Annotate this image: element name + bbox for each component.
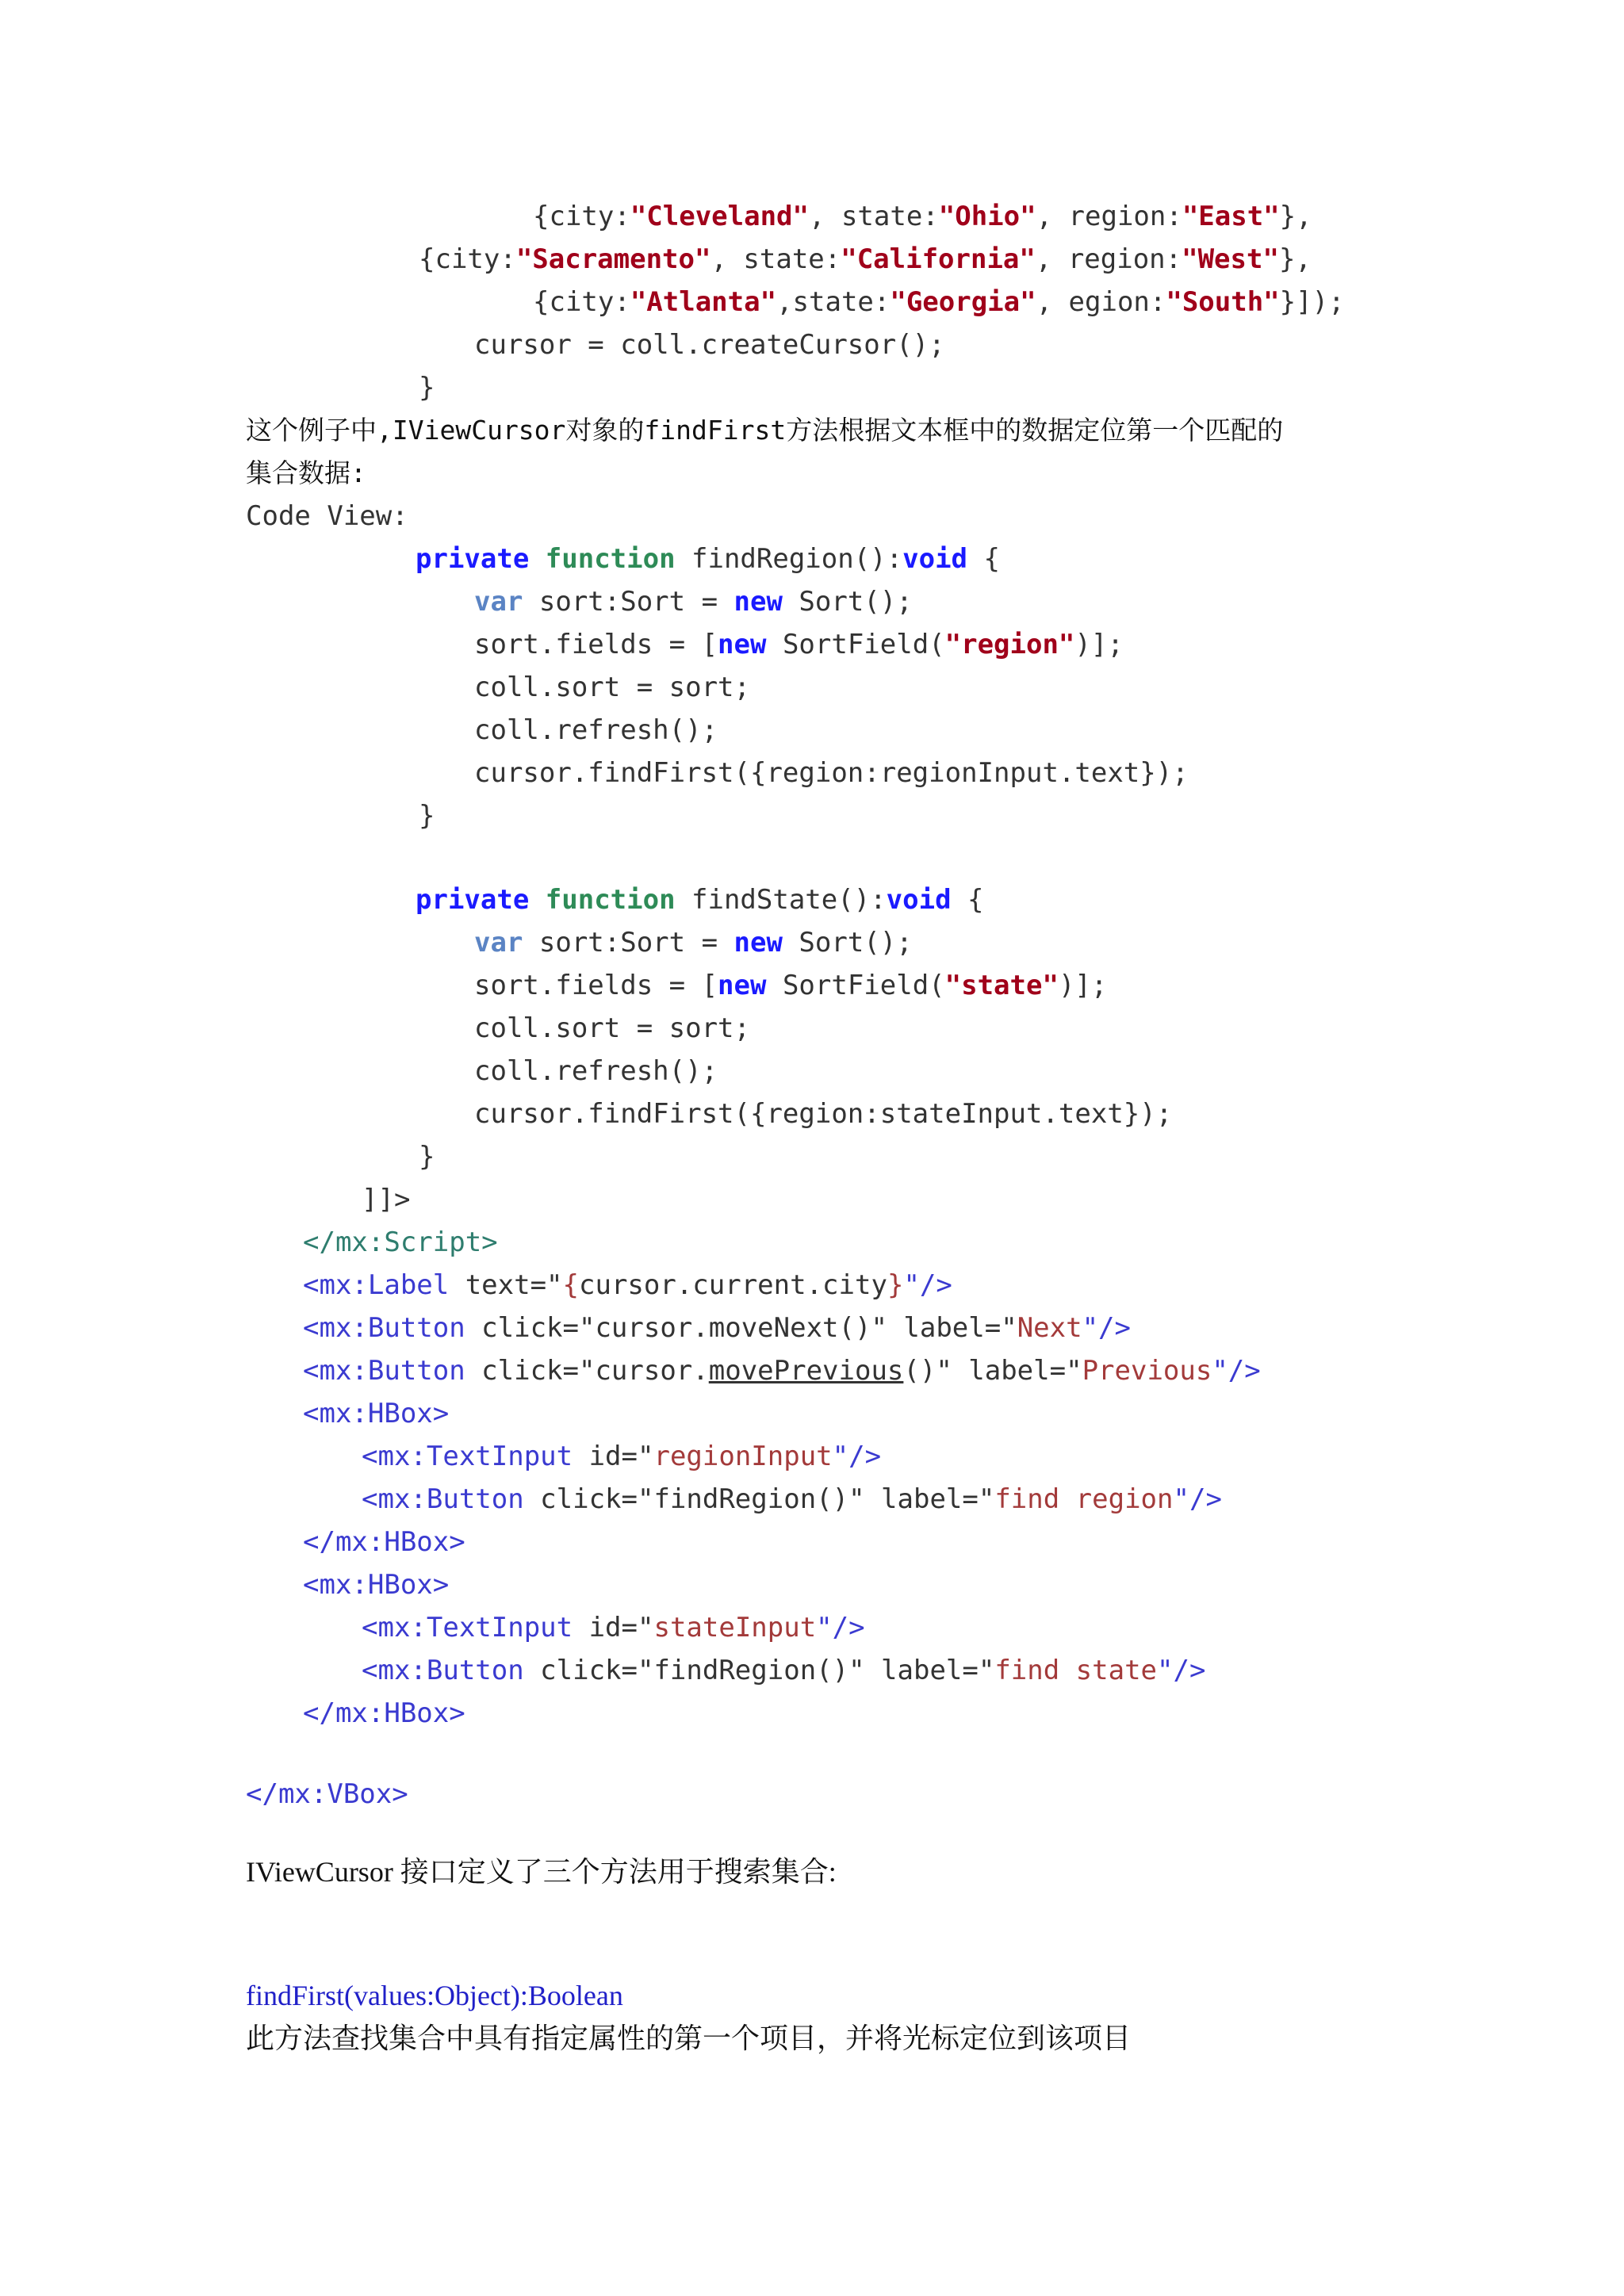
find-state-signature: private function findState():void { bbox=[416, 884, 984, 916]
script-close-tag: </mx:Script> bbox=[303, 1226, 498, 1258]
hbox-close-2: </mx:HBox> bbox=[303, 1697, 465, 1729]
find-region-coll-refresh: coll.refresh(); bbox=[474, 714, 718, 746]
find-state-find-first: cursor.findFirst({region:stateInput.text}); bbox=[474, 1098, 1173, 1130]
find-first-signature: findFirst(values:Object):Boolean bbox=[246, 1980, 623, 2011]
hbox-open-2: <mx:HBox> bbox=[303, 1569, 450, 1601]
vbox-close-tag: </mx:VBox> bbox=[246, 1778, 408, 1810]
hbox-close-1: </mx:HBox> bbox=[303, 1526, 465, 1558]
methods-intro-text: IViewCursor 接口定义了三个方法用于搜索集合: bbox=[246, 1856, 837, 1888]
find-state-var-sort: var sort:Sort = new Sort(); bbox=[474, 927, 913, 959]
textinput-state-line: <mx:TextInput id="stateInput"/> bbox=[362, 1612, 865, 1644]
code-line-close-brace: } bbox=[419, 372, 435, 404]
code-line-atlanta: {city:"Atlanta",state:"Georgia", egion:"South"}]); bbox=[533, 286, 1345, 318]
button-find-state-line: <mx:Button click="findRegion()" label="find state"/> bbox=[362, 1655, 1206, 1686]
hbox-open-1: <mx:HBox> bbox=[303, 1398, 450, 1429]
find-first-description: 此方法查找集合中具有指定属性的第一个项目，并将光标定位到该项目 bbox=[246, 2022, 1132, 2054]
find-region-var-sort: var sort:Sort = new Sort(); bbox=[474, 586, 913, 618]
find-region-signature: private function findRegion():void { bbox=[416, 543, 1000, 575]
find-state-sort-fields: sort.fields = [new SortField("state")]; bbox=[474, 970, 1108, 1001]
find-state-coll-refresh: coll.refresh(); bbox=[474, 1055, 718, 1087]
intro-line-1: 这个例子中,IViewCursor对象的findFirst方法根据文本框中的数据定位第一个匹配的 bbox=[246, 415, 1284, 446]
mx-label-line: <mx:Label text="{cursor.current.city}"/> bbox=[303, 1269, 952, 1301]
cdata-end: ]]> bbox=[362, 1184, 411, 1215]
code-line-create-cursor: cursor = coll.createCursor(); bbox=[474, 329, 945, 361]
code-line-sacramento: {city:"Sacramento", state:"California", region:"West"}, bbox=[419, 243, 1312, 275]
find-state-coll-sort: coll.sort = sort; bbox=[474, 1012, 750, 1044]
code-view-label: Code View: bbox=[246, 500, 408, 532]
textinput-region-line: <mx:TextInput id="regionInput"/> bbox=[362, 1441, 882, 1472]
mx-button-next-line: <mx:Button click="cursor.moveNext()" label="Next"/> bbox=[303, 1312, 1131, 1344]
find-region-coll-sort: coll.sort = sort; bbox=[474, 672, 750, 703]
mx-button-previous-line: <mx:Button click="cursor.movePrevious()" label="Previous"/> bbox=[303, 1355, 1261, 1387]
find-state-close: } bbox=[419, 1141, 435, 1173]
find-region-sort-fields: sort.fields = [new SortField("region")]; bbox=[474, 629, 1124, 660]
button-find-region-line: <mx:Button click="findRegion()" label="find region"/> bbox=[362, 1483, 1222, 1515]
code-line-cleveland: {city:"Cleveland", state:"Ohio", region:"East"}, bbox=[533, 201, 1312, 232]
find-region-close: } bbox=[419, 800, 435, 832]
find-region-find-first: cursor.findFirst({region:regionInput.text}); bbox=[474, 757, 1189, 789]
intro-line-2: 集合数据: bbox=[246, 457, 366, 488]
